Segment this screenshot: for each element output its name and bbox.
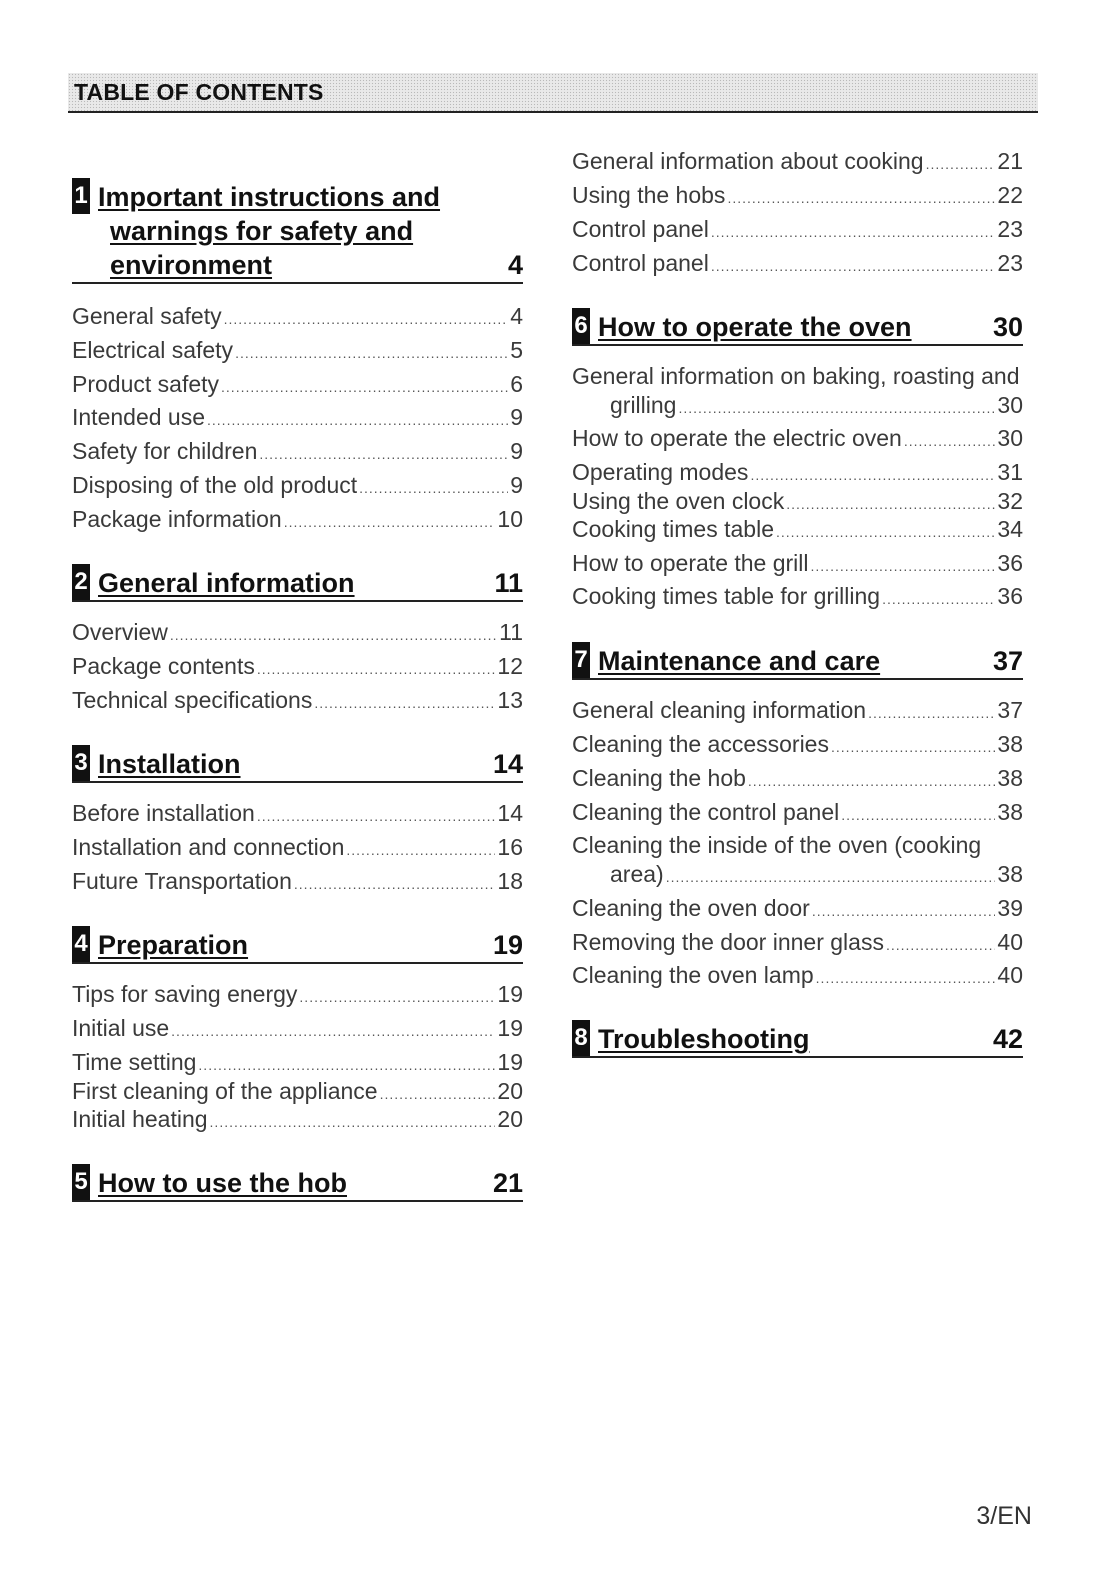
entry-label: Cleaning the oven door [572, 895, 810, 921]
dot-leader [171, 1017, 495, 1045]
entry-page: 37 [997, 697, 1023, 723]
dot-leader [816, 964, 996, 992]
dot-leader [750, 461, 995, 489]
section-heading-3[interactable] [72, 745, 523, 783]
section-title-line-3: environment [110, 250, 273, 280]
dot-leader [284, 508, 496, 536]
entry-label: Installation and connection [72, 834, 345, 860]
dot-leader [711, 252, 996, 280]
toc-entry[interactable] [72, 980, 523, 1011]
toc-entry[interactable] [72, 1014, 523, 1045]
dot-leader [235, 339, 508, 367]
dot-leader [748, 767, 995, 795]
entry-label: Cleaning the oven lamp [572, 962, 814, 988]
dot-leader [346, 836, 495, 864]
entry-label: Electrical safety [72, 337, 234, 363]
section-page-number: 42 [992, 1024, 1023, 1054]
entry-label: Technical specifications [72, 687, 313, 713]
toc-entry[interactable] [72, 505, 523, 536]
section-page-number: 14 [492, 749, 523, 779]
toc-entry[interactable] [72, 1048, 523, 1079]
dot-leader [711, 218, 996, 246]
dot-leader [314, 689, 495, 717]
dot-leader [841, 801, 995, 829]
dot-leader [198, 1051, 495, 1079]
toc-entry[interactable] [72, 1105, 523, 1136]
entry-label: Intended use [72, 404, 206, 430]
toc-entry[interactable] [572, 549, 1023, 580]
entry-page: 32 [997, 488, 1023, 514]
entry-label: Control panel [572, 216, 709, 242]
section-page-number: 4 [507, 250, 523, 280]
page-number: 3/EN [976, 1502, 1032, 1530]
toc-entry[interactable] [72, 1077, 523, 1108]
dot-leader [257, 802, 496, 830]
entry-label: How to operate the grill [572, 550, 809, 576]
dot-leader [678, 394, 995, 423]
dot-leader [170, 621, 497, 649]
toc-entry[interactable] [572, 215, 1023, 246]
section-number-badge: 3 [72, 745, 90, 781]
dot-leader [886, 931, 995, 959]
entry-page: 11 [499, 619, 523, 645]
dot-leader [259, 440, 508, 468]
entry-page: 16 [497, 834, 523, 860]
entry-page: 13 [497, 687, 523, 713]
toc-entry[interactable] [572, 764, 1023, 795]
entry-page: 12 [497, 653, 523, 679]
entry-page: 38 [997, 861, 1023, 887]
entry-label: Initial heating [72, 1106, 208, 1132]
section-title: Maintenance and care [598, 646, 881, 676]
toc-entry[interactable] [572, 798, 1023, 829]
toc-entry[interactable] [572, 458, 1023, 489]
entry-label: Tips for saving energy [72, 981, 298, 1007]
dot-leader [207, 406, 508, 434]
entry-label: Cleaning the hob [572, 765, 746, 791]
dot-leader [882, 585, 995, 613]
dot-leader [221, 373, 508, 401]
entry-page: 9 [510, 472, 523, 498]
entry-page: 4 [510, 303, 523, 329]
entry-label-continued: area) [610, 861, 664, 887]
section-title: Preparation [98, 930, 249, 960]
dot-leader [868, 699, 995, 727]
section-page-number: 11 [494, 568, 523, 598]
entry-label: Operating modes [572, 459, 749, 485]
toc-entry[interactable] [72, 618, 523, 649]
entry-page: 20 [497, 1078, 523, 1104]
dot-leader [224, 305, 509, 333]
toc-entry[interactable] [72, 652, 523, 683]
dot-leader [904, 427, 996, 455]
entry-page: 23 [997, 250, 1023, 276]
entry-page: 22 [997, 182, 1023, 208]
dot-leader [380, 1080, 496, 1108]
section-heading-8[interactable] [572, 1020, 1023, 1058]
dot-leader [294, 870, 496, 898]
entry-label: Before installation [72, 800, 255, 826]
entry-label: General safety [72, 303, 222, 329]
dot-leader [666, 863, 996, 892]
toc-entry[interactable] [572, 147, 1023, 178]
dot-leader [727, 184, 995, 212]
entry-page: 21 [997, 148, 1023, 174]
entry-page: 34 [997, 516, 1023, 542]
entry-label: Cleaning the control panel [572, 799, 840, 825]
dot-leader [359, 474, 508, 502]
entry-label: Cleaning the inside of the oven (cooking [572, 832, 982, 858]
section-heading-5[interactable] [72, 1164, 523, 1202]
toc-entry[interactable] [572, 424, 1023, 455]
entry-page: 19 [497, 1049, 523, 1075]
toc-entry[interactable] [72, 686, 523, 717]
section-title: How to operate the oven [598, 312, 912, 342]
dot-leader [299, 983, 495, 1011]
entry-page: 5 [510, 337, 523, 363]
entry-label: General information about cooking [572, 148, 924, 174]
section-heading-2[interactable] [72, 564, 523, 602]
entry-page: 40 [997, 962, 1023, 988]
dot-leader [831, 733, 995, 761]
toc-entry[interactable] [572, 961, 1023, 992]
entry-page: 30 [997, 392, 1023, 418]
entry-page: 30 [997, 425, 1023, 451]
entry-label: Initial use [72, 1015, 170, 1041]
entry-label: Cleaning the accessories [572, 731, 829, 757]
toc-entry[interactable] [572, 515, 1023, 546]
entry-label: Using the hobs [572, 182, 726, 208]
dot-leader [776, 518, 995, 546]
toc-entry[interactable] [72, 471, 523, 502]
entry-page: 38 [997, 765, 1023, 791]
toc-entry[interactable] [572, 928, 1023, 959]
entry-page: 38 [997, 731, 1023, 757]
section-heading-6[interactable] [572, 308, 1023, 346]
toc-entry[interactable] [72, 302, 523, 333]
entry-page: 36 [997, 550, 1023, 576]
section-number-badge: 4 [72, 926, 90, 962]
section-title: How to use the hob [98, 1168, 347, 1198]
section-number-badge: 7 [572, 642, 590, 678]
section-number-badge: 8 [572, 1020, 590, 1056]
entry-label: Removing the door inner glass [572, 929, 884, 955]
section-heading-4[interactable] [72, 926, 523, 964]
section-title: Troubleshooting [598, 1024, 810, 1054]
entry-label: Package contents [72, 653, 255, 679]
toc-entry[interactable] [572, 730, 1023, 761]
toc-entry[interactable] [72, 403, 523, 434]
toc-entry[interactable] [72, 437, 523, 468]
toc-entry[interactable] [72, 336, 523, 367]
entry-page: 19 [497, 1015, 523, 1041]
section-title-line-1: Important instructions and [98, 182, 441, 212]
section-number-badge: 5 [72, 1164, 90, 1200]
toc-entry[interactable] [72, 867, 523, 898]
page-title: TABLE OF CONTENTS [74, 79, 324, 105]
toc-entry[interactable] [572, 362, 1032, 423]
entry-label: How to operate the electric oven [572, 425, 902, 451]
dot-leader [811, 552, 996, 580]
section-page-number: 30 [992, 312, 1023, 342]
entry-label: General cleaning information [572, 697, 867, 723]
toc-entry[interactable] [72, 370, 523, 401]
dot-leader [786, 490, 995, 518]
section-heading-7[interactable] [572, 642, 1023, 680]
entry-label: Control panel [572, 250, 709, 276]
section-title: Installation [98, 749, 241, 779]
section-number-badge: 6 [572, 308, 590, 344]
toc-entry[interactable] [572, 831, 1023, 892]
dot-leader [257, 655, 496, 683]
entry-label: Using the oven clock [572, 488, 785, 514]
section-number-badge: 1 [72, 178, 90, 214]
entry-label: Overview [72, 619, 168, 645]
dot-leader [210, 1108, 496, 1136]
dot-leader [926, 150, 996, 178]
entry-page: 18 [497, 868, 523, 894]
entry-label: Product safety [72, 371, 220, 397]
entry-page: 9 [510, 404, 523, 430]
entry-page: 39 [997, 895, 1023, 921]
entry-label: Time setting [72, 1049, 197, 1075]
section-number-badge: 2 [72, 564, 90, 600]
section-title-line-2: warnings for safety and [110, 216, 414, 246]
toc-entry[interactable] [72, 799, 523, 830]
entry-label: Future Transportation [72, 868, 292, 894]
entry-page: 19 [497, 981, 523, 1007]
entry-page: 14 [497, 800, 523, 826]
entry-label: General information on baking, roasting and [572, 363, 1020, 389]
entry-page: 23 [997, 216, 1023, 242]
toc-header-bar [68, 73, 1038, 113]
toc-entry[interactable] [572, 487, 1023, 518]
entry-label-continued: grilling [610, 392, 677, 418]
entry-page: 31 [997, 459, 1023, 485]
section-page-number: 37 [992, 646, 1023, 676]
toc-entry[interactable] [572, 696, 1023, 727]
entry-label: Cooking times table [572, 516, 774, 542]
entry-label: Cooking times table for grilling [572, 583, 881, 609]
section-heading-1[interactable] [72, 178, 523, 284]
toc-entry[interactable] [572, 181, 1023, 212]
entry-label: Safety for children [72, 438, 258, 464]
entry-label: Package information [72, 506, 282, 532]
entry-page: 20 [497, 1106, 523, 1132]
entry-page: 36 [997, 583, 1023, 609]
section-page-number: 21 [492, 1168, 523, 1198]
section-page-number: 19 [492, 930, 523, 960]
section-title: General information [98, 568, 355, 598]
entry-page: 9 [510, 438, 523, 464]
entry-page: 40 [997, 929, 1023, 955]
entry-page: 10 [497, 506, 523, 532]
toc-entry[interactable] [572, 249, 1023, 280]
toc-entry[interactable] [72, 833, 523, 864]
entry-page: 38 [997, 799, 1023, 825]
dot-leader [812, 897, 996, 925]
toc-entry[interactable] [572, 582, 1023, 613]
entry-page: 6 [510, 371, 523, 397]
entry-label: First cleaning of the appliance [72, 1078, 378, 1104]
entry-label: Disposing of the old product [72, 472, 358, 498]
toc-entry[interactable] [572, 894, 1023, 925]
